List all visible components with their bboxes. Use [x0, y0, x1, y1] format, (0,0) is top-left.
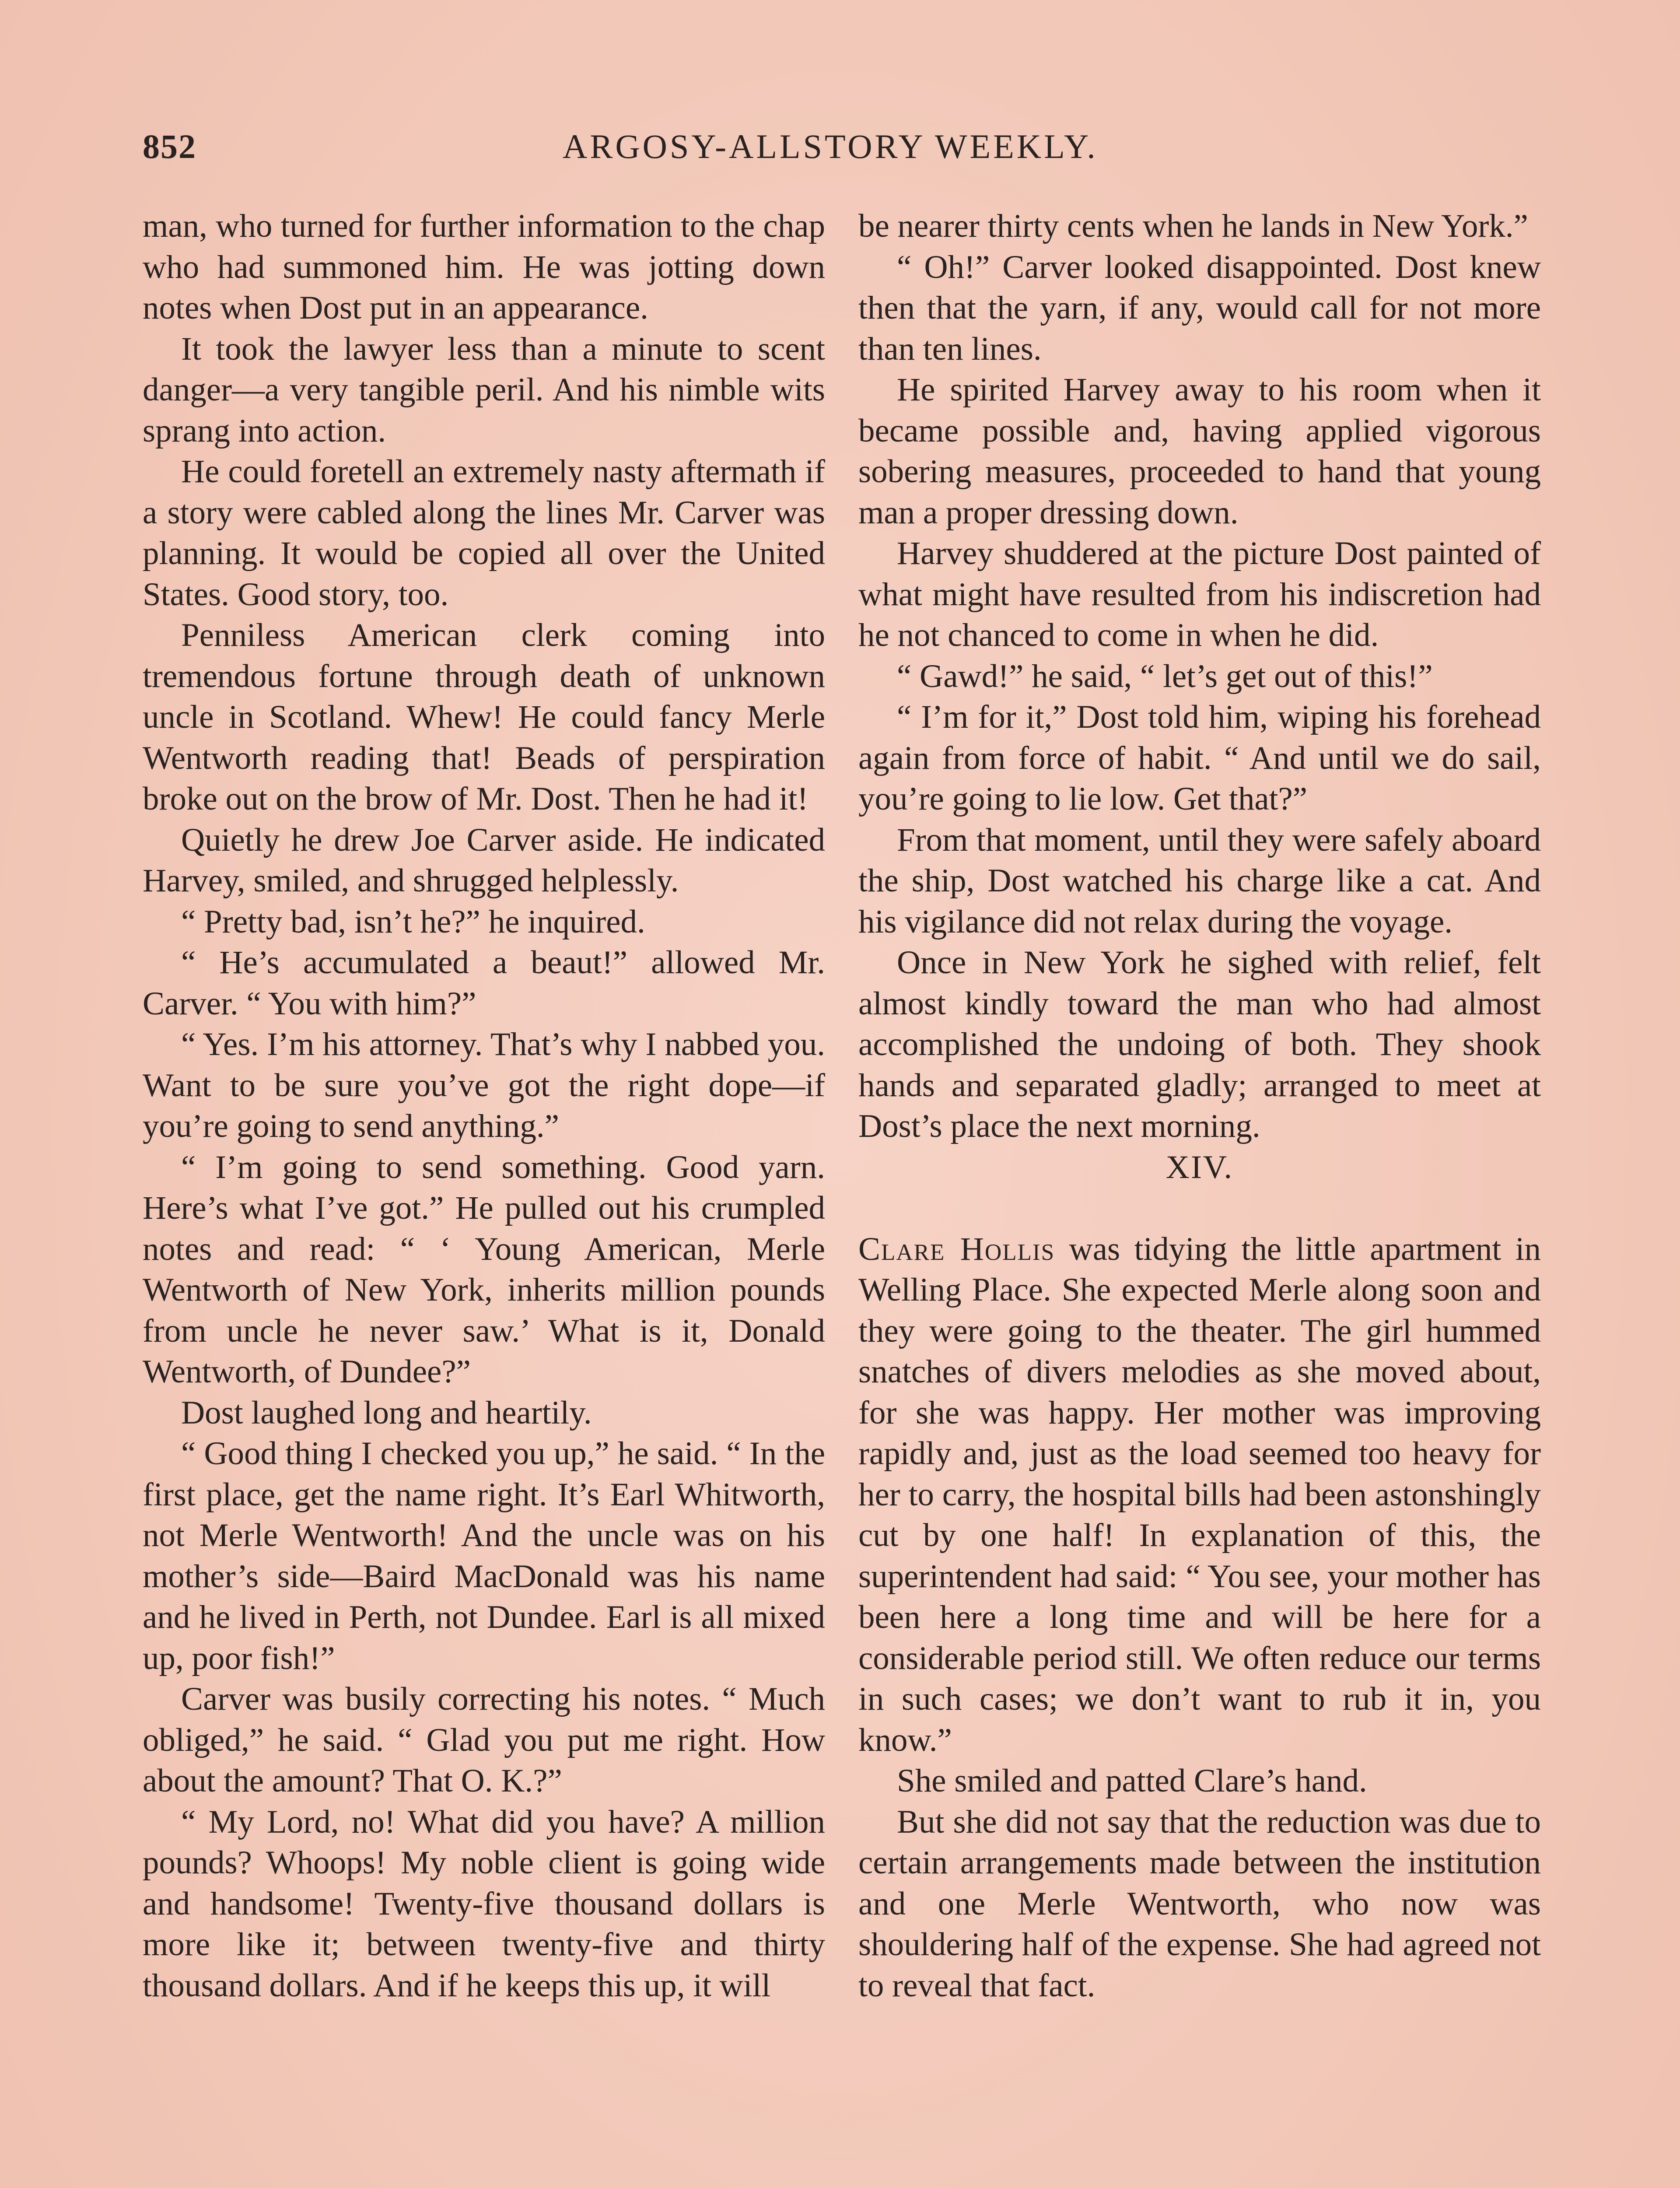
- paragraph: be nearer thirty cents when he lands in New York.”: [858, 208, 1528, 244]
- paragraph: Once in New York he sighed with relief, felt almost kindly toward the man who had almost accomplished the undoing of both. They shook hands and separated gladly; arranged to meet at Dost’s place the next morning.: [858, 944, 1541, 1144]
- paragraph: “ My Lord, no! What did you have? A million pounds? Whoops! My noble client is going wide and handsome! Twenty-five thousand dollars is more like it; between twenty-five and thirty thousand dollars. And if he keeps this up, it will: [143, 1803, 825, 2004]
- page-number: 852: [143, 127, 196, 165]
- chapter-heading: XIV.: [1166, 1149, 1234, 1185]
- lead-name: Clare Hollis: [858, 1231, 1055, 1267]
- paragraph: Dost laughed long and heartily.: [181, 1394, 592, 1431]
- paragraph: “ He’s accumulated a beaut!” allowed Mr. Carver. “ You with him?”: [143, 944, 825, 1022]
- paragraph: “ Pretty bad, isn’t he?” he inquired.: [181, 903, 645, 940]
- paragraph: But she did not say that the reduction was due to certain arrangements made between the institution and one Merle Wentworth, who now was shouldering half of the expense. She had agreed not to reveal that fact.: [858, 1803, 1541, 2004]
- page-header: [143, 127, 1118, 179]
- paragraph: Penniless American clerk coming into tremendous fortune through death of unknown uncle in Scotland. Whew! He could fancy Merle Wentworth reading that! Beads of perspiration broke out on the brow of Mr. Dost. Then he had it!: [143, 617, 825, 817]
- paragraph: “ Good thing I checked you up,” he said. “ In the first place, get the name right. It’s Earl Whitworth, not Merle Wentworth! And the uncle was on his mother’s side—Baird MacDonald was his name and he lived in Perth, not Dundee. Earl is all mixed up, poor fish!”: [143, 1435, 825, 1676]
- paragraph: “ I’m for it,” Dost told him, wiping his forehead again from force of habit. “ And until we do sail, you’re going to lie low. Get that?”: [858, 699, 1541, 817]
- paragraph: “ Oh!” Carver looked disappointed. Dost knew then that the yarn, if any, would call for not more than ten lines.: [858, 249, 1541, 367]
- section-first-paragraph: [858, 1229, 1541, 1761]
- paragraph: Carver was busily correcting his notes. “ Much obliged,” he said. “ Glad you put me right. How about the amount? That O. K.?”: [143, 1681, 825, 1799]
- paragraph-text: was tidying the little apartment in Welling Place. She expected Merle along soon and they were going to the theater. The girl hummed snatches of divers melodies as she moved about, for she was happy. Her mother was improving rapidly and, just as the load seemed too heavy for her to carry, the hospital bills had been astonshingly cut by one half! In explanation of this, the superintendent had said: “ You see, your mother has been here a long time and will be here for a considerable period still. We often reduce our terms in such cases; we don’t want to rub it in, you know.”: [858, 1231, 1541, 1758]
- paragraph: He could foretell an extremely nasty aftermath if a story were cabled along the lines Mr. Carver was planning. It would be copied all over the United States. Good story, too.: [143, 453, 825, 613]
- paragraph: From that moment, until they were safely aboard the ship, Dost watched his charge like a cat. And his vigilance did not relax during the voyage.: [858, 821, 1541, 940]
- paragraph: “ Gawd!” he said, “ let’s get out of this!”: [897, 658, 1433, 694]
- paragraph: “ Yes. I’m his attorney. That’s why I nabbed you. Want to be sure you’ve got the right dope—if you’re going to send anything.”: [143, 1026, 825, 1144]
- left-column: [143, 206, 825, 2006]
- paragraph: man, who turned for further information to the chap who had summoned him. He was jotting down notes when Dost put in an appearance.: [143, 208, 825, 326]
- right-column: [858, 206, 1541, 2006]
- paragraph: Quietly he drew Joe Carver aside. He indicated Harvey, smiled, and shrugged helplessly.: [143, 821, 825, 899]
- paragraph: He spirited Harvey away to his room when it became possible and, having applied vigorous sobering measures, proceeded to hand that young man a proper dressing down.: [858, 372, 1541, 531]
- paragraph: “ I’m going to send something. Good yarn. Here’s what I’ve got.” He pulled out his crumpled notes and read: “ ‘ Young American, Merle Wentworth of New York, inherits million pounds from uncle he never saw.’ What is it, Donald Wentworth, of Dundee?”: [143, 1149, 825, 1390]
- paragraph: She smiled and patted Clare’s hand.: [897, 1763, 1367, 1799]
- magazine-title: ARGOSY-ALLSTORY WEEKLY.: [563, 127, 1098, 165]
- paragraph: Harvey shuddered at the picture Dost painted of what might have resulted from his indiscretion had he not chanced to come in when he did.: [858, 535, 1541, 653]
- paragraph: It took the lawyer less than a minute to scent danger—a very tangible peril. And his nimble wits sprang into action.: [143, 330, 825, 449]
